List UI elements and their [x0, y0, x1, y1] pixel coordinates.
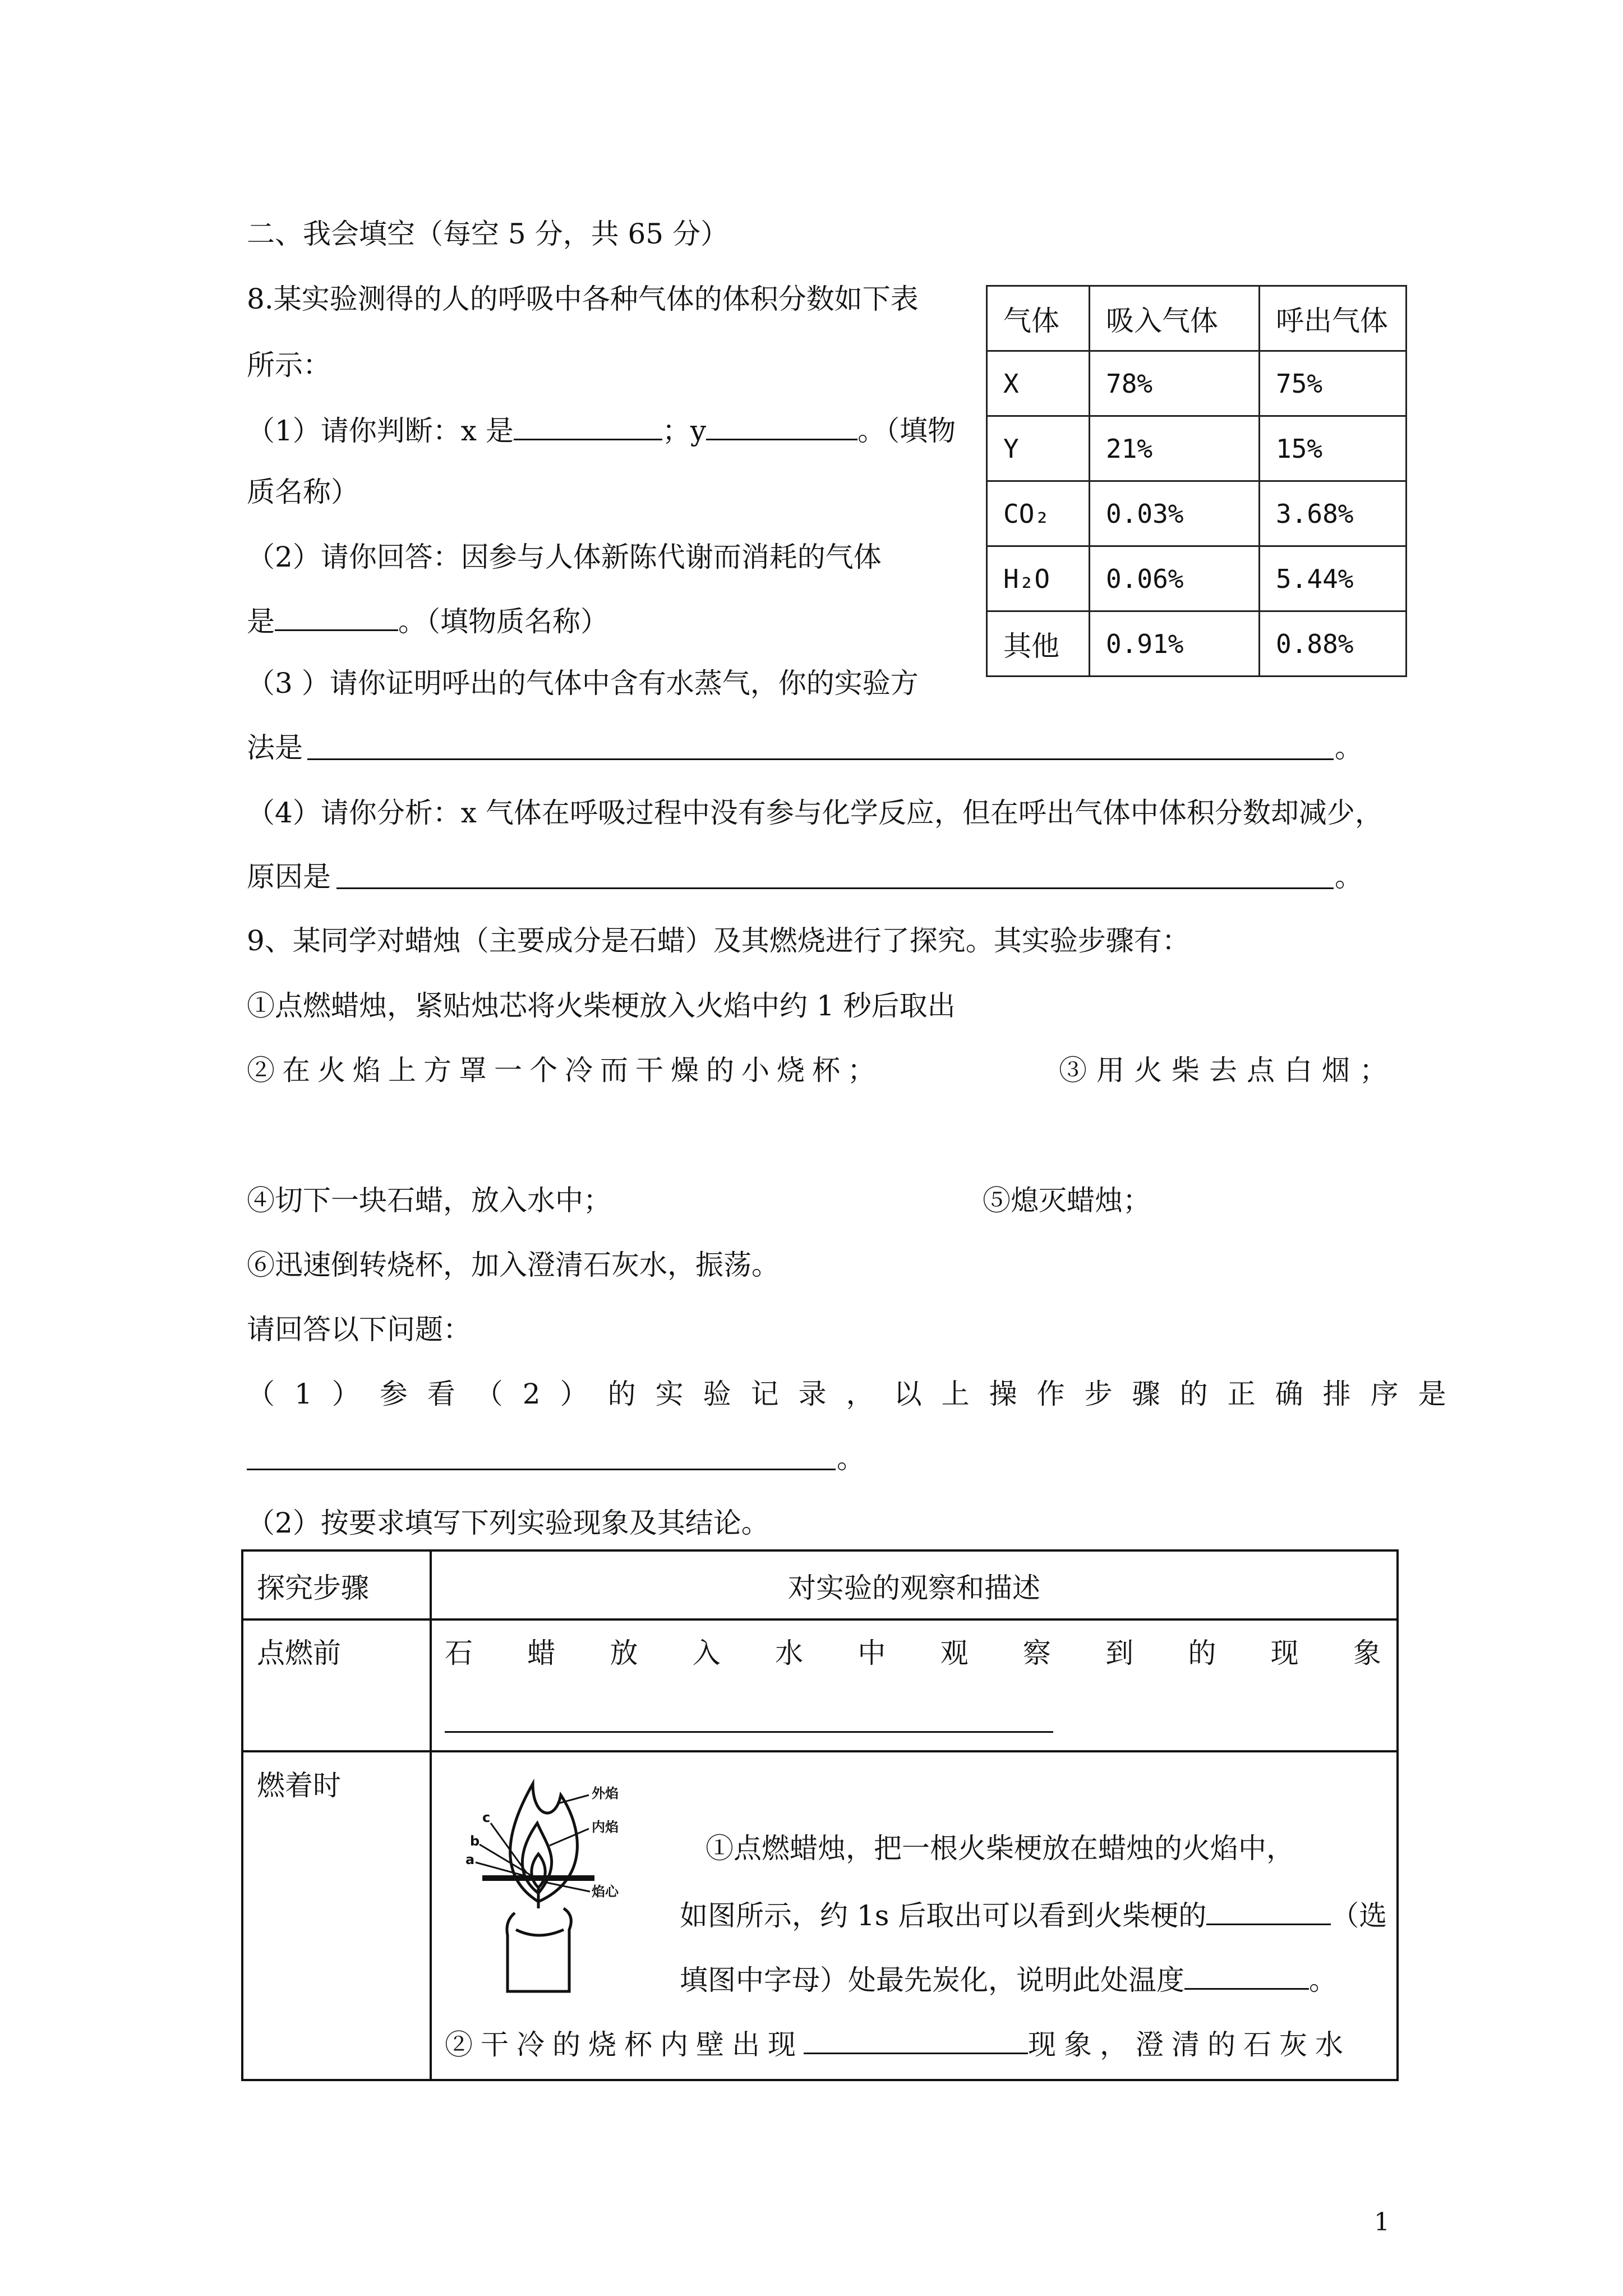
q9-sub2: （2）按要求填写下列实验现象及其结论。 — [247, 1507, 769, 1539]
row1-char: 中 — [857, 1637, 886, 1669]
cell-inhaled: 0.06% — [1090, 546, 1260, 611]
row1-char: 象 — [1353, 1637, 1381, 1669]
q9-step2: ②在火焰上方罩一个冷而干燥的小烧杯； — [247, 1054, 883, 1087]
row1-char: 石 — [445, 1637, 473, 1669]
row1-observation-text — [445, 1639, 1381, 1667]
cell-inhaled: 21% — [1090, 416, 1260, 481]
label-b: b — [470, 1833, 480, 1849]
q9-step5: ⑤熄灭蜡烛； — [983, 1184, 1151, 1217]
cell-inhaled: 78% — [1090, 351, 1260, 416]
row1-char: 放 — [610, 1637, 638, 1669]
row-label-before-lighting: 点燃前 — [257, 1637, 341, 1669]
q9-step3: ③用火柴去点白烟； — [1059, 1054, 1397, 1087]
cell-gas: X — [987, 351, 1090, 416]
col-header-observation: 对实验的观察和描述 — [788, 1572, 1040, 1604]
q8-part3-end: 。 — [1335, 731, 1363, 764]
cell-gas: 其他 — [987, 611, 1090, 677]
row2-line1: ①点燃蜡烛，把一根火柴梗放在蜡烛的火焰中， — [706, 1832, 1294, 1865]
q8-part1-tail: 。（填物 — [857, 415, 956, 447]
header-gas: 气体 — [987, 286, 1090, 351]
row1-char: 水 — [775, 1637, 804, 1669]
q8-part2-line1: （2）请你回答：因参与人体新陈代谢而消耗的气体 — [247, 541, 882, 573]
q8-part1-text: （1）请你判断：x 是 — [247, 415, 514, 447]
q8-part1-cont: 质名称） — [247, 476, 359, 508]
cell-exhaled: 15% — [1260, 416, 1407, 481]
cell-gas: H₂O — [987, 546, 1090, 611]
row2-line4-tail: 现象，澄清的石灰水 — [1028, 2028, 1351, 2061]
q8-part3-answer-line[interactable] — [307, 758, 1334, 760]
row2-line3-text: 填图中字母）处最先炭化，说明此处温度 — [680, 1964, 1184, 1996]
q8-x-answer-blank[interactable] — [514, 414, 662, 440]
row2-line4-text: ②干冷的烧杯内壁出现 — [445, 2028, 804, 2061]
beaker-wall-blank[interactable] — [804, 2028, 1028, 2054]
label-inner-flame: 内焰 — [592, 1819, 619, 1835]
table-row-divider — [241, 1750, 1399, 1752]
q9-step4: ④切下一块石蜡，放入水中； — [247, 1184, 611, 1217]
row1-char: 入 — [692, 1637, 721, 1669]
q8-consumed-gas-blank[interactable] — [275, 605, 398, 631]
row2-line3-tail: 。 — [1309, 1964, 1337, 1996]
row1-char: 到 — [1105, 1637, 1134, 1669]
col-header-step: 探究步骤 — [257, 1572, 369, 1604]
q8-intro-line1: 8.某实验测得的人的呼吸中各种气体的体积分数如下表 — [247, 283, 919, 315]
row2-line2 — [680, 1899, 1387, 1930]
row2-line2-tail: （选 — [1331, 1899, 1387, 1932]
cell-exhaled: 5.44% — [1260, 546, 1407, 611]
row1-char: 察 — [1022, 1637, 1051, 1669]
table-header-row — [987, 286, 1407, 351]
table-row — [987, 611, 1407, 677]
page-number: 1 — [1374, 2208, 1390, 2237]
q8-part1-line — [247, 414, 956, 445]
flame-core-icon — [532, 1854, 545, 1888]
table-column-divider — [430, 1549, 432, 2081]
q8-part4-line1: （4）请你分析：x 气体在呼吸过程中没有参与化学反应，但在呼出气体中体积分数却减少， — [247, 797, 1383, 829]
q9-sub1-answer-line[interactable] — [247, 1469, 836, 1470]
cell-inhaled: 0.91% — [1090, 611, 1260, 677]
q8-part4-end: 。 — [1335, 861, 1363, 893]
row1-char: 的 — [1188, 1637, 1216, 1669]
carbonize-letter-blank[interactable] — [1206, 1899, 1331, 1925]
cell-exhaled: 0.88% — [1260, 611, 1407, 677]
row2-line2-text: 如图所示，约 1s 后取出可以看到火柴梗的 — [680, 1899, 1207, 1932]
q9-ask: 请回答以下问题： — [247, 1313, 471, 1346]
q8-part2-line2 — [247, 605, 608, 636]
experiment-table — [241, 1549, 1399, 2081]
label-c: c — [482, 1810, 491, 1825]
cell-exhaled: 3.68% — [1260, 481, 1407, 546]
row2-line3 — [680, 1963, 1337, 1994]
table-row — [987, 351, 1407, 416]
label-a: a — [465, 1852, 475, 1867]
q9-step6: ⑥迅速倒转烧杯，加入澄清石灰水，振荡。 — [247, 1249, 780, 1281]
label-flame-core: 焰心 — [592, 1884, 619, 1899]
cell-gas: CO₂ — [987, 481, 1090, 546]
q9-sub1: （1）参看（2）的实验记录，以上操作步骤的正确排序是 — [247, 1378, 1466, 1410]
row-label-burning: 燃着时 — [257, 1769, 341, 1802]
table-row-divider — [241, 1618, 1399, 1621]
q8-part3-label: 法是 — [247, 731, 303, 764]
section-title: 二、我会填空（每空 5 分，共 65 分） — [247, 218, 729, 250]
row1-answer-line[interactable] — [445, 1731, 1053, 1733]
q8-part3-line1: （3 ）请你证明呼出的气体中含有水蒸气，你的实验方 — [247, 667, 919, 700]
q9-sub1-end: 。 — [837, 1442, 865, 1475]
header-exhaled: 呼出气体 — [1260, 286, 1407, 351]
q8-part2-tail: 。（填物质名称） — [398, 605, 608, 638]
cell-gas: Y — [987, 416, 1090, 481]
table-row — [987, 416, 1407, 481]
table-row — [987, 546, 1407, 611]
header-inhaled: 吸入气体 — [1090, 286, 1260, 351]
row1-char: 蜡 — [527, 1637, 556, 1669]
q8-part2-text: 是 — [247, 605, 275, 638]
row1-char: 观 — [940, 1637, 969, 1669]
gas-volume-table — [986, 285, 1407, 677]
q9-intro: 9、某同学对蜡烛（主要成分是石蜡）及其燃烧进行了探究。其实验步骤有： — [247, 924, 1190, 957]
row1-char: 现 — [1270, 1637, 1299, 1669]
q8-part4-answer-line[interactable] — [336, 887, 1334, 889]
row2-line4 — [445, 2028, 1351, 2059]
candle-flame-figure — [449, 1761, 651, 1997]
q8-part4-label: 原因是 — [247, 861, 331, 893]
candle-body-icon — [507, 1908, 571, 1991]
q8-intro-line2: 所示： — [247, 349, 331, 381]
q8-part1-sep: ；y — [662, 415, 707, 447]
q8-y-answer-blank[interactable] — [706, 414, 857, 440]
table-row — [987, 481, 1407, 546]
temperature-blank[interactable] — [1184, 1963, 1309, 1990]
cell-inhaled: 0.03% — [1090, 481, 1260, 546]
label-outer-flame: 外焰 — [592, 1786, 619, 1801]
q9-step1: ①点燃蜡烛，紧贴烛芯将火柴梗放入火焰中约 1 秒后取出 — [247, 990, 956, 1022]
cell-exhaled: 75% — [1260, 351, 1407, 416]
